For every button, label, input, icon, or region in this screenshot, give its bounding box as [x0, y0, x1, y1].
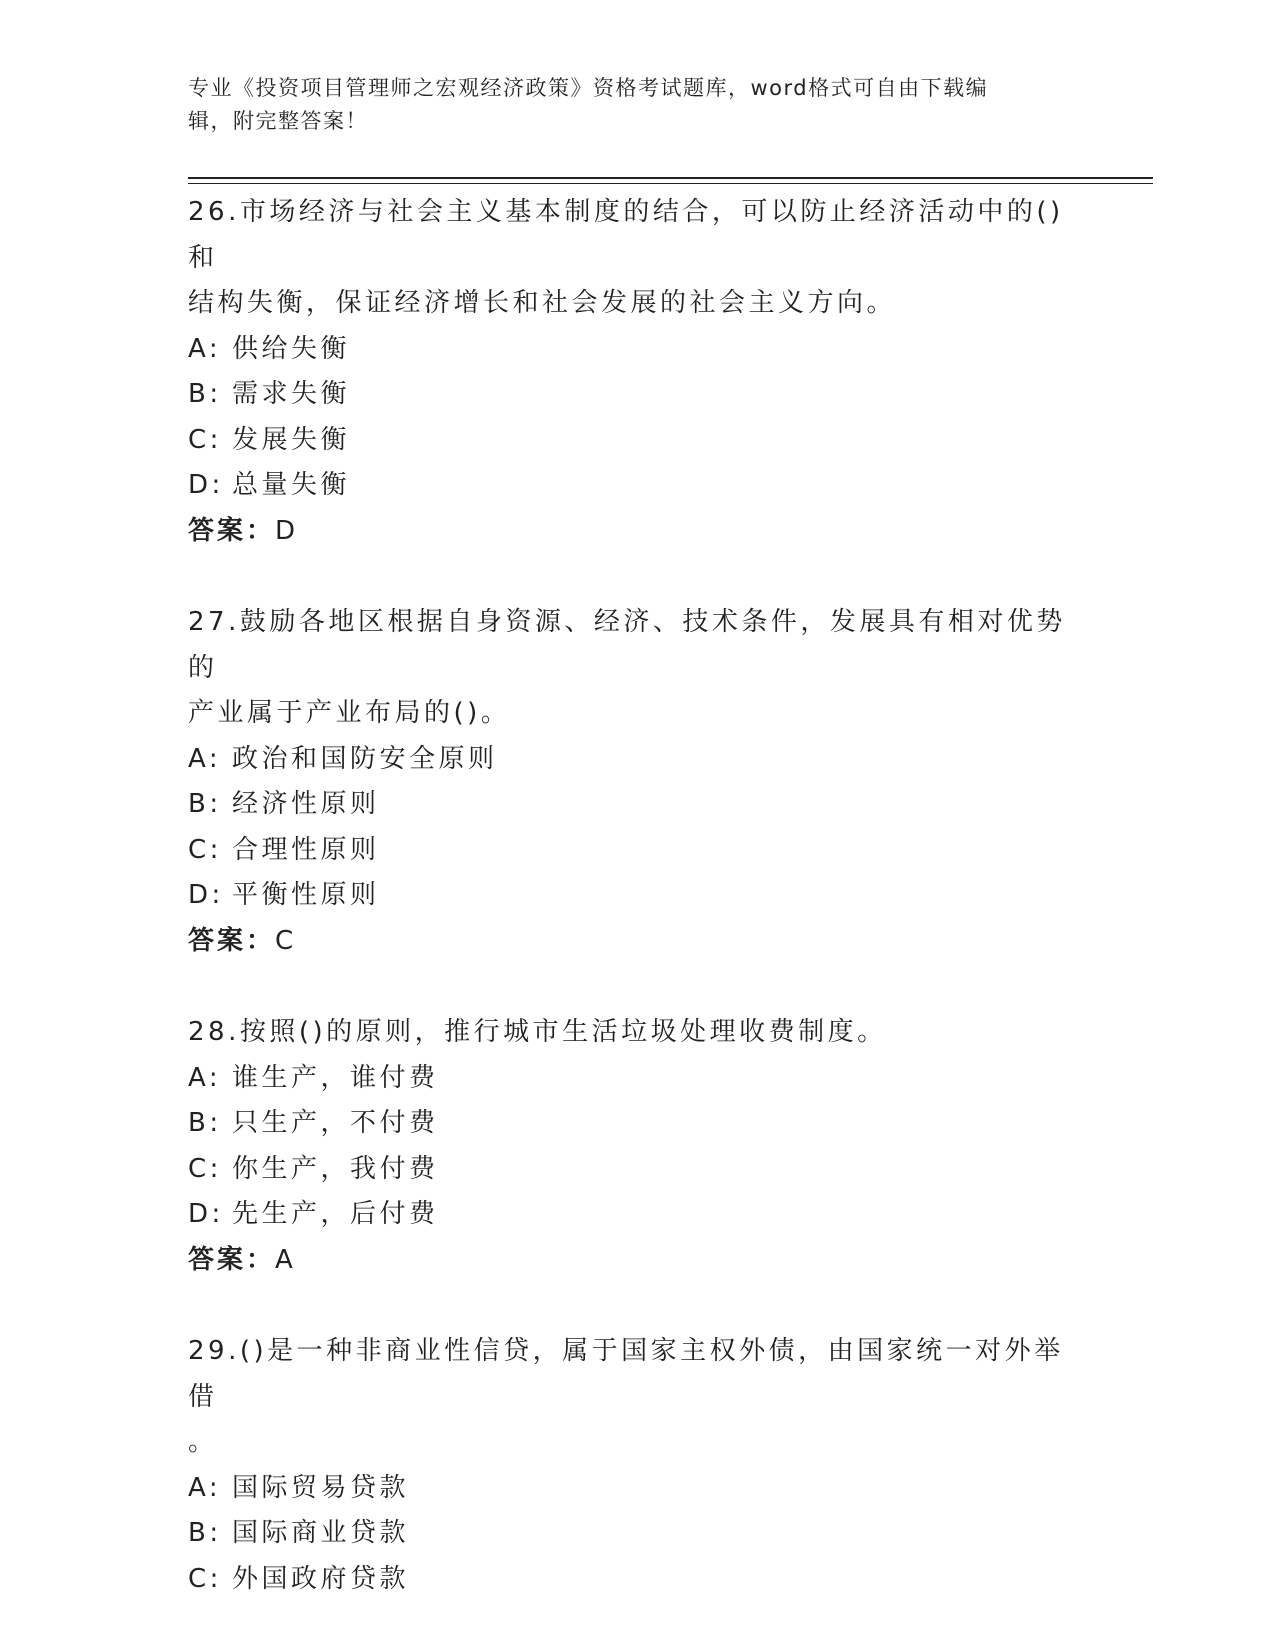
header-divider-thin	[188, 183, 1153, 184]
option-c	[188, 1147, 1088, 1193]
question-line: 产业属于产业布局的()。	[188, 698, 511, 728]
option-a	[188, 1056, 1088, 1102]
question-line: 26.市场经济与社会主义基本制度的结合，可以防止经济活动中的()和	[188, 197, 1064, 273]
answer-line	[188, 1238, 1088, 1284]
answer-label: 答案：	[188, 1244, 276, 1275]
question-line: 。	[188, 1427, 218, 1457]
option-letter: B:	[188, 1518, 222, 1548]
answer-value: C	[275, 925, 296, 956]
option-d	[188, 873, 1088, 919]
question-line: 28.按照()的原则，推行城市生活垃圾处理收费制度。	[188, 1017, 887, 1047]
answer-value: D	[275, 515, 298, 546]
option-a	[188, 1466, 1088, 1512]
answer-label: 答案：	[188, 925, 276, 956]
option-a	[188, 737, 1088, 783]
question-text	[188, 600, 1088, 737]
option-b	[188, 1101, 1088, 1147]
option-letter: A:	[188, 1472, 222, 1503]
option-letter: D:	[188, 1199, 224, 1229]
option-c	[188, 1557, 1088, 1603]
header-line-2: 辑，附完整答案！	[188, 109, 368, 133]
option-b	[188, 372, 1088, 418]
option-b	[188, 1511, 1088, 1557]
option-letter: D:	[188, 470, 224, 500]
option-text: 谁生产，谁付费	[232, 1062, 439, 1093]
option-letter: A:	[188, 333, 222, 364]
option-d	[188, 463, 1088, 509]
option-text: 政治和国防安全原则	[232, 743, 498, 774]
option-text: 外国政府贷款	[232, 1563, 410, 1594]
option-letter: B:	[188, 1108, 222, 1138]
option-letter: C:	[188, 834, 222, 865]
option-text: 平衡性原则	[232, 880, 380, 910]
option-text: 需求失衡	[232, 379, 351, 409]
option-letter: C:	[188, 424, 222, 455]
answer-value: A	[275, 1244, 295, 1275]
question-list	[188, 190, 1088, 1648]
option-letter: C:	[188, 1153, 222, 1184]
option-d	[188, 1192, 1088, 1238]
question-text	[188, 1010, 1088, 1056]
answer-label: 答案：	[188, 515, 276, 546]
option-text: 只生产，不付费	[232, 1108, 439, 1138]
option-letter: B:	[188, 379, 222, 409]
question-28	[188, 1010, 1088, 1283]
question-line: 结构失衡，保证经济增长和社会发展的社会主义方向。	[188, 288, 897, 318]
option-text: 总量失衡	[232, 470, 351, 500]
option-text: 先生产，后付费	[232, 1199, 439, 1229]
question-line: 29.()是一种非商业性信贷，属于国家主权外债，由国家统一对外举借	[188, 1336, 1064, 1412]
question-29	[188, 1329, 1088, 1602]
header-divider-thick	[188, 177, 1153, 179]
header-line-1: 专业《投资项目管理师之宏观经济政策》资格考试题库，word格式可自由下载编	[188, 76, 989, 100]
option-letter: A:	[188, 743, 222, 774]
question-text	[188, 190, 1088, 327]
option-letter: B:	[188, 789, 222, 819]
option-c	[188, 828, 1088, 874]
question-26	[188, 190, 1088, 554]
question-text	[188, 1329, 1088, 1466]
answer-line	[188, 919, 1088, 965]
option-text: 发展失衡	[232, 424, 351, 455]
option-text: 你生产，我付费	[232, 1153, 439, 1184]
document-header	[188, 72, 1088, 138]
option-text: 国际商业贷款	[232, 1518, 410, 1548]
option-text: 供给失衡	[232, 333, 351, 364]
option-b	[188, 782, 1088, 828]
option-text: 经济性原则	[232, 789, 380, 819]
question-line: 27.鼓励各地区根据自身资源、经济、技术条件，发展具有相对优势的	[188, 607, 1066, 683]
option-letter: D:	[188, 880, 224, 910]
option-c	[188, 418, 1088, 464]
option-a	[188, 327, 1088, 373]
question-27	[188, 600, 1088, 964]
option-text: 合理性原则	[232, 834, 380, 865]
answer-line	[188, 509, 1088, 555]
option-text: 国际贸易贷款	[232, 1472, 410, 1503]
option-letter: C:	[188, 1563, 222, 1594]
option-letter: A:	[188, 1062, 222, 1093]
